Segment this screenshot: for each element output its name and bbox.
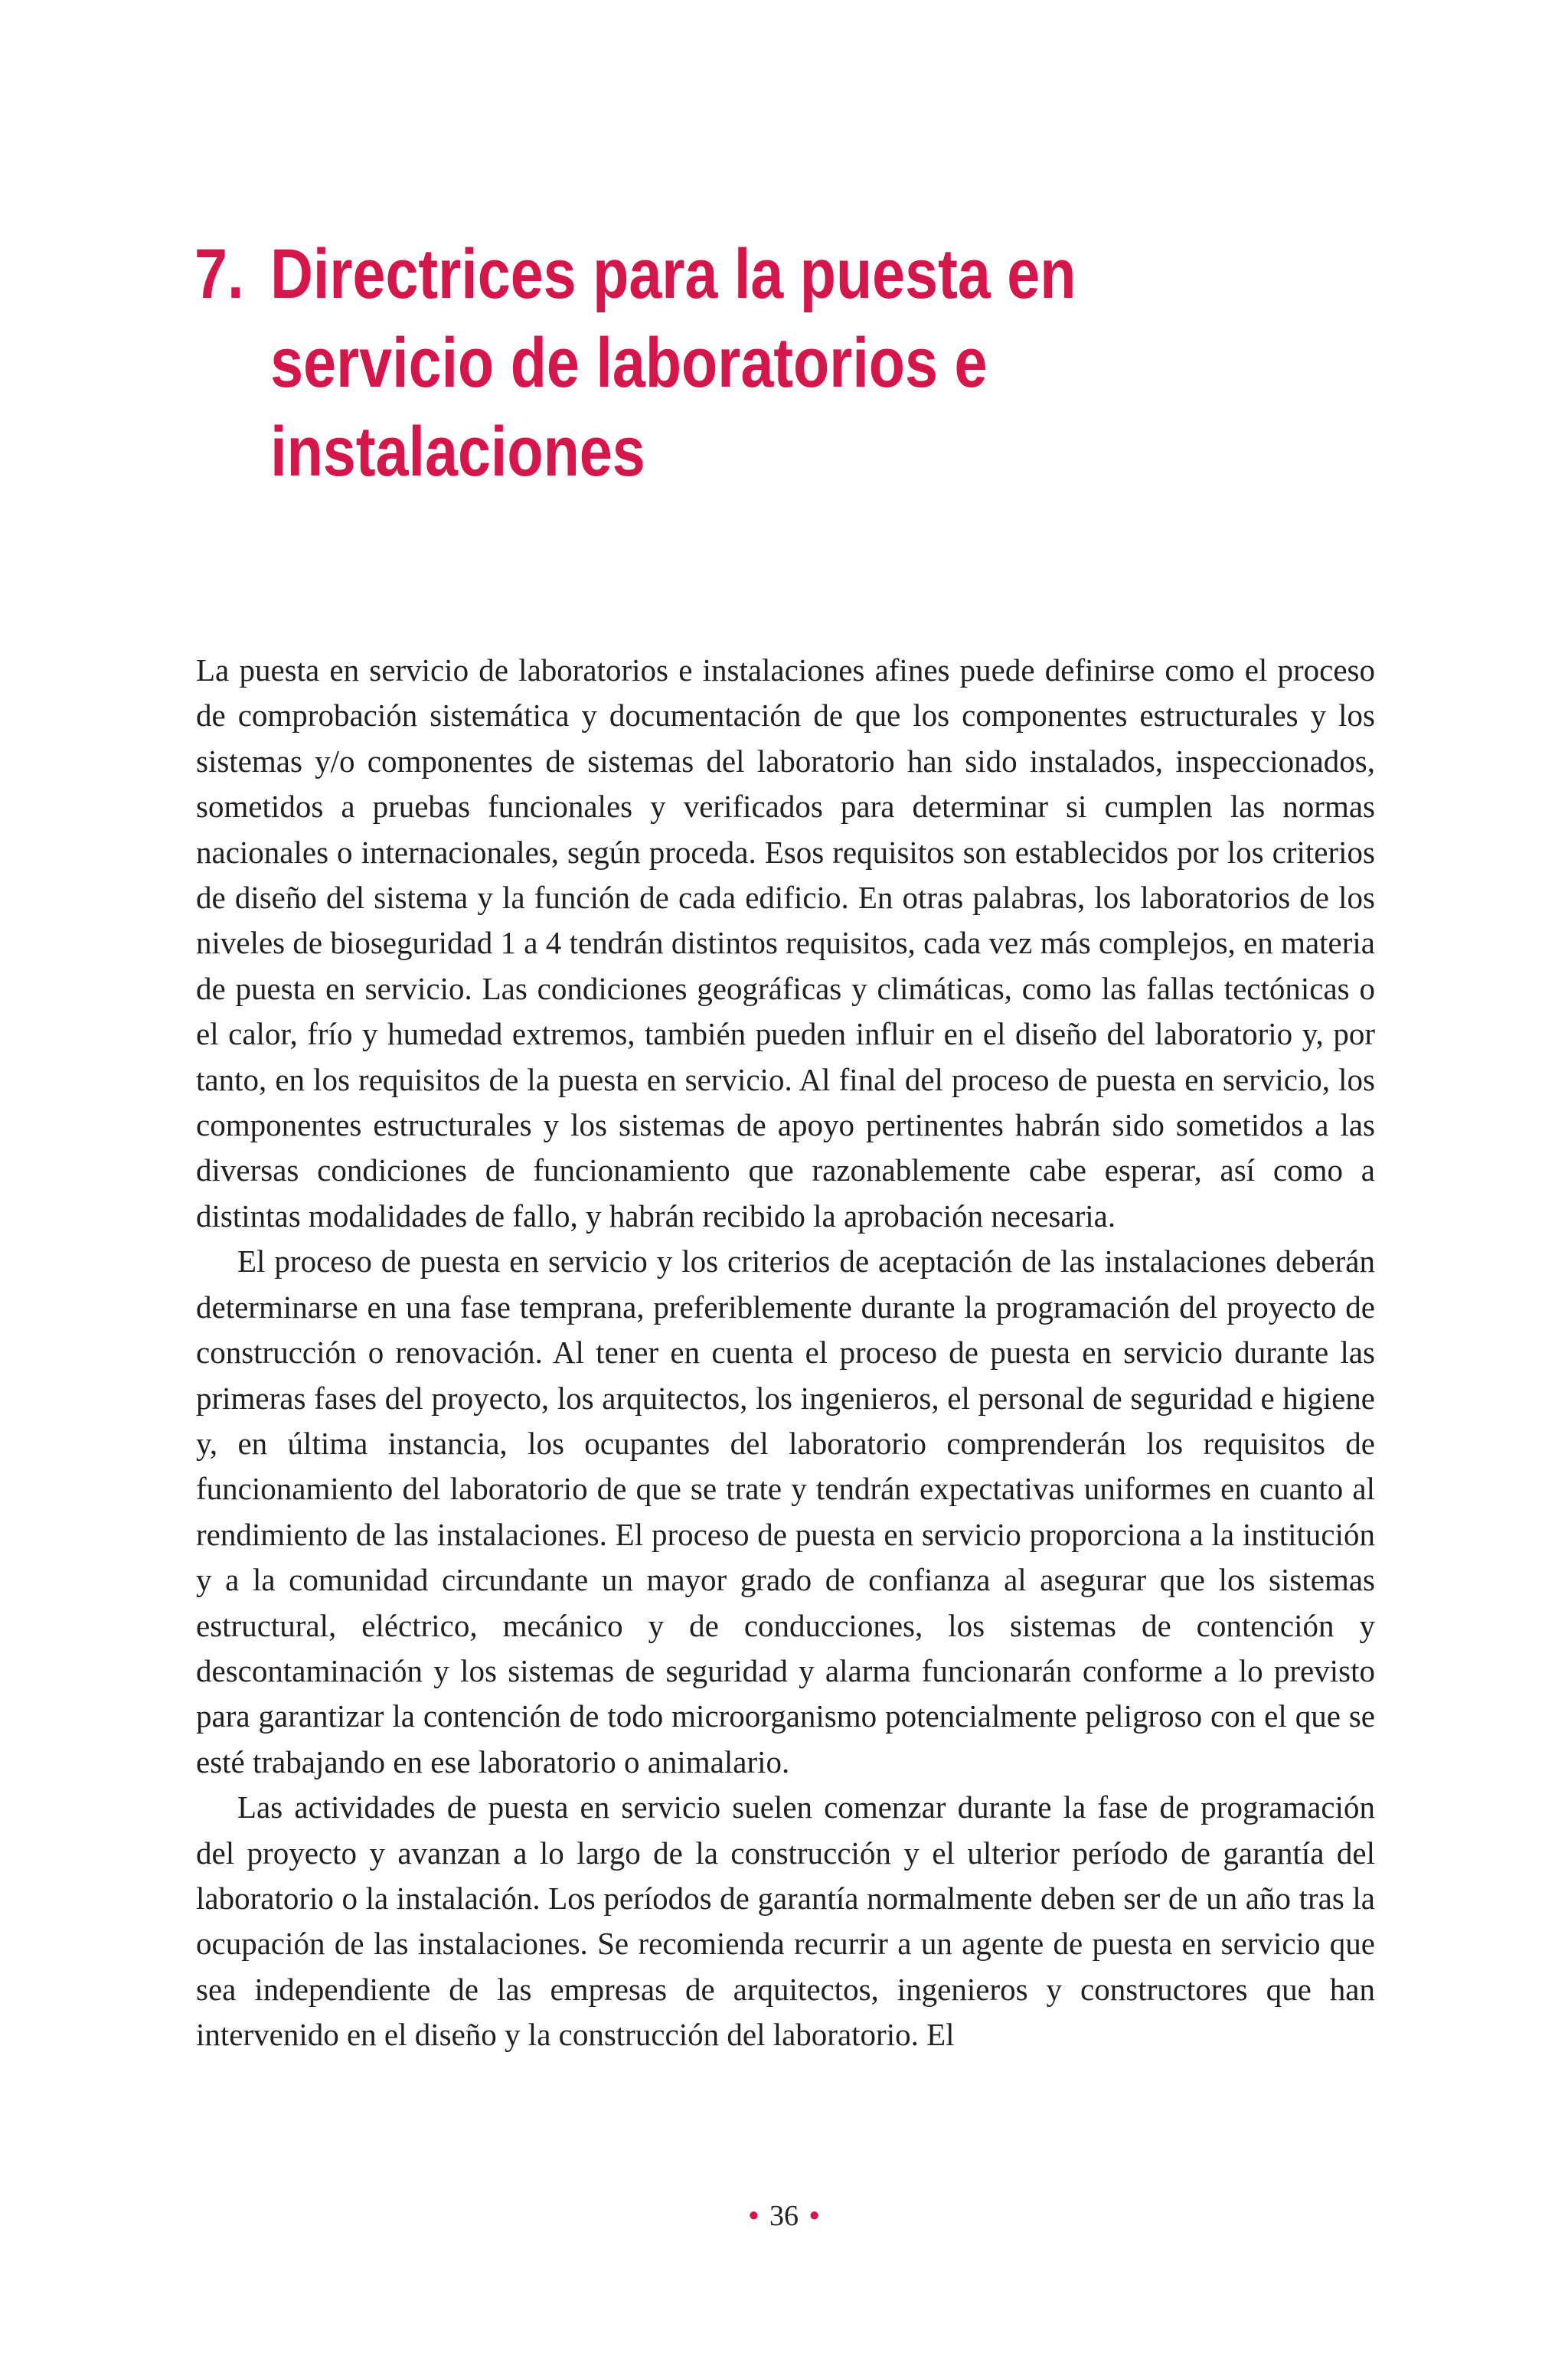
page-number-value: 36 — [769, 2200, 799, 2232]
page-number-bullet-right: • — [809, 2200, 820, 2232]
chapter-number: 7. — [194, 235, 244, 313]
paragraph-3: Las actividades de puesta en servicio suelen comenzar durante la fase de programación del proyecto y avanzan a lo largo de la construcción y el ulterior período de garantía del laboratorio o la instalación. Los períodos de garantía normalmente deben ser de un año tras la ocupación de las instalaciones. Se recomienda recurrir a un agente de puesta en servicio que sea independiente de las empresas de arquitectos, ingenieros y constructores que han intervenido en el diseño y la construcción del laboratorio. El — [196, 1789, 1375, 2053]
page-number — [0, 2199, 1568, 2233]
chapter-title — [194, 230, 1197, 496]
chapter-title-line-2: servicio de laboratorios e — [270, 324, 988, 402]
chapter-title-line-1 — [194, 230, 1197, 319]
chapter-title-text-1: Directrices para la puesta en — [270, 235, 1076, 313]
page-number-bullet-left: • — [748, 2200, 759, 2232]
chapter-title-line-3: instalaciones — [270, 413, 645, 491]
body-text — [196, 648, 1375, 2058]
paragraph-1: La puesta en servicio de laboratorios e instalaciones afines puede definirse como el proceso de comprobación sistemática y documentación de que los componentes estructurales y los sistemas y/o componentes de sistemas del laboratorio han sido instalados, inspeccionados, sometidos a pruebas funcionales y verificados para determinar si cumplen las normas nacionales o internacionales, según proceda. Esos requisitos son establecidos por los criterios de diseño del sistema y la función de cada edificio. En otras palabras, los laboratorios de los niveles de bioseguridad 1 a 4 tendrán distintos requisitos, cada vez más complejos, en materia de puesta en servicio. Las condiciones geográficas y climáticas, como las fallas tectónicas o el calor, frío y humedad extremos, también pueden influir en el diseño del laboratorio y, por tanto, en los requisitos de la puesta en servicio. Al final del proceso de puesta en servicio, los componentes estructurales y los sistemas de apoyo pertinentes habrán sido sometidos a las diversas condiciones de funcionamiento que razonablemente cabe esperar, así como a distintas modalidades de fallo, y habrán recibido la aprobación necesaria. — [196, 652, 1375, 1234]
paragraph-2: El proceso de puesta en servicio y los criterios de aceptación de las instalaciones deberán determinarse en una fase temprana, preferiblemente durante la programación del proyecto de construcción o renovación. Al tener en cuenta el proceso de puesta en servicio durante las primeras fases del proyecto, los arquitectos, los ingenieros, el personal de seguridad e higiene y, en última instancia, los ocupantes del laboratorio comprenderán los requisitos de funcionamiento del laboratorio de que se trate y tendrán expectativas uniformes en cuanto al rendimiento de las instalaciones. El proceso de puesta en servicio proporciona a la institución y a la comunidad circundante un mayor grado de confianza al asegurar que los sistemas estructural, eléctrico, mecánico y de conducciones, los sistemas de contención y descontaminación y los sistemas de seguridad y alarma funcionarán conforme a lo previsto para garantizar la contención de todo microorganismo potencialmente peligroso con el que se esté trabajando en ese laboratorio o animalario. — [196, 1243, 1375, 1779]
